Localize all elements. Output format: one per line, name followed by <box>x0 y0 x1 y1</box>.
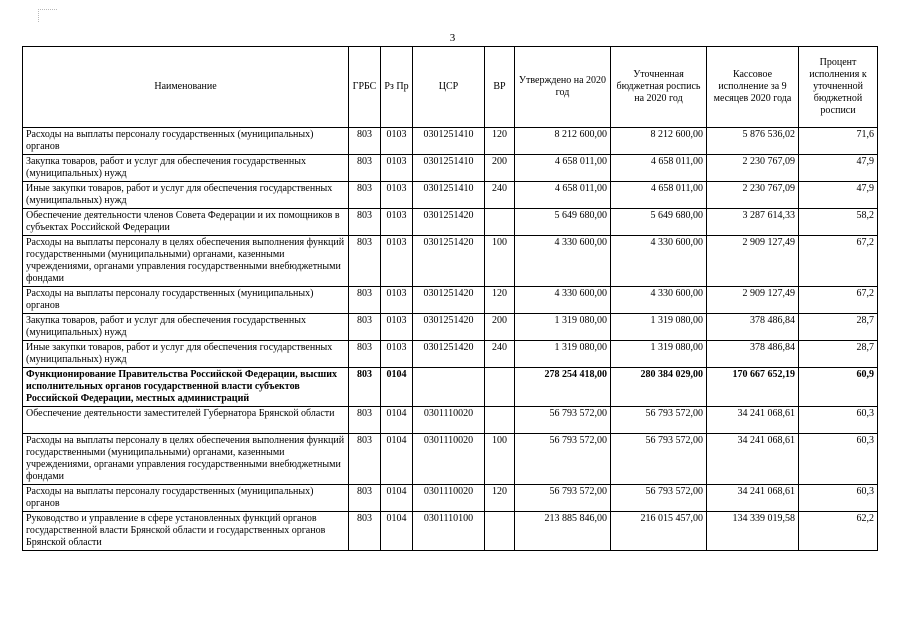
cell-grbs: 803 <box>349 368 381 407</box>
cell-cash: 3 287 614,33 <box>707 209 799 236</box>
cell-cash: 134 339 019,58 <box>707 512 799 551</box>
cell-revised: 56 793 572,00 <box>611 407 707 434</box>
cell-approved: 5 649 680,00 <box>515 209 611 236</box>
scan-corner-mark <box>38 9 57 22</box>
cell-rzpr: 0104 <box>381 407 413 434</box>
table-row <box>23 209 878 236</box>
cell-revised: 280 384 029,00 <box>611 368 707 407</box>
cell-csr: 0301110020 <box>413 434 485 485</box>
cell-approved: 278 254 418,00 <box>515 368 611 407</box>
cell-grbs: 803 <box>349 341 381 368</box>
cell-vr: 100 <box>485 434 515 485</box>
cell-cash: 5 876 536,02 <box>707 128 799 155</box>
cell-vr <box>485 368 515 407</box>
cell-rzpr: 0103 <box>381 341 413 368</box>
cell-percent: 62,2 <box>799 512 878 551</box>
column-header-rzpr: Рз Пр <box>381 47 413 128</box>
budget-table <box>22 46 878 551</box>
cell-rzpr: 0103 <box>381 236 413 287</box>
column-header-name: Наименование <box>23 47 349 128</box>
cell-revised: 1 319 080,00 <box>611 341 707 368</box>
table-row <box>23 485 878 512</box>
cell-rzpr: 0103 <box>381 128 413 155</box>
cell-rzpr: 0103 <box>381 182 413 209</box>
cell-approved: 213 885 846,00 <box>515 512 611 551</box>
table-row <box>23 236 878 287</box>
cell-csr: 0301110020 <box>413 485 485 512</box>
cell-percent: 47,9 <box>799 182 878 209</box>
cell-cash: 34 241 068,61 <box>707 434 799 485</box>
cell-percent: 28,7 <box>799 341 878 368</box>
cell-rzpr: 0103 <box>381 155 413 182</box>
cell-revised: 4 658 011,00 <box>611 182 707 209</box>
cell-cash: 2 909 127,49 <box>707 236 799 287</box>
cell-revised: 5 649 680,00 <box>611 209 707 236</box>
cell-approved: 1 319 080,00 <box>515 314 611 341</box>
cell-vr: 100 <box>485 236 515 287</box>
cell-name: Расходы на выплаты персоналу государственных (муниципальных) органов <box>23 287 349 314</box>
cell-cash: 2 230 767,09 <box>707 182 799 209</box>
cell-name: Закупка товаров, работ и услуг для обеспечения государственных (муниципальных) нужд <box>23 155 349 182</box>
cell-vr <box>485 407 515 434</box>
column-header-percent: Процент исполнения к уточненной бюджетной росписи <box>799 47 878 128</box>
cell-percent: 67,2 <box>799 236 878 287</box>
cell-csr: 0301110020 <box>413 407 485 434</box>
table-row <box>23 155 878 182</box>
cell-name: Расходы на выплаты персоналу государственных (муниципальных) органов <box>23 128 349 155</box>
cell-approved: 4 330 600,00 <box>515 287 611 314</box>
cell-percent: 28,7 <box>799 314 878 341</box>
cell-name: Расходы на выплаты персоналу в целях обеспечения выполнения функций государственными (муниципальными) органами, казенными учреждениями, органами управления государственными внебюджетными фондами <box>23 236 349 287</box>
table-row <box>23 407 878 434</box>
cell-cash: 2 230 767,09 <box>707 155 799 182</box>
cell-rzpr: 0103 <box>381 209 413 236</box>
table-row <box>23 434 878 485</box>
cell-revised: 216 015 457,00 <box>611 512 707 551</box>
column-header-csr: ЦСР <box>413 47 485 128</box>
cell-approved: 4 330 600,00 <box>515 236 611 287</box>
cell-rzpr: 0104 <box>381 512 413 551</box>
cell-csr: 0301110100 <box>413 512 485 551</box>
cell-grbs: 803 <box>349 287 381 314</box>
table-row <box>23 341 878 368</box>
cell-name: Обеспечение деятельности членов Совета Федерации и их помощников в субъектах Российской Федерации <box>23 209 349 236</box>
cell-cash: 34 241 068,61 <box>707 485 799 512</box>
cell-csr: 0301251420 <box>413 287 485 314</box>
cell-grbs: 803 <box>349 155 381 182</box>
cell-vr: 120 <box>485 128 515 155</box>
cell-name: Расходы на выплаты персоналу государственных (муниципальных) органов <box>23 485 349 512</box>
cell-percent: 71,6 <box>799 128 878 155</box>
cell-csr: 0301251410 <box>413 155 485 182</box>
column-header-approved: Утверждено на 2020 год <box>515 47 611 128</box>
table-row <box>23 314 878 341</box>
cell-cash: 378 486,84 <box>707 314 799 341</box>
cell-grbs: 803 <box>349 182 381 209</box>
cell-grbs: 803 <box>349 407 381 434</box>
cell-percent: 60,9 <box>799 368 878 407</box>
cell-rzpr: 0104 <box>381 368 413 407</box>
cell-percent: 58,2 <box>799 209 878 236</box>
cell-grbs: 803 <box>349 236 381 287</box>
cell-name: Расходы на выплаты персоналу в целях обеспечения выполнения функций государственными (муниципальными) органами, казенными учреждениями, органами управления государственными внебюджетными фондами <box>23 434 349 485</box>
cell-approved: 56 793 572,00 <box>515 407 611 434</box>
cell-vr: 200 <box>485 314 515 341</box>
cell-csr: 0301251410 <box>413 182 485 209</box>
cell-percent: 67,2 <box>799 287 878 314</box>
page-number: 3 <box>449 32 456 44</box>
column-header-revised: Уточненная бюджетная роспись на 2020 год <box>611 47 707 128</box>
cell-name: Обеспечение деятельности заместителей Губернатора Брянской области <box>23 407 349 434</box>
cell-vr: 120 <box>485 287 515 314</box>
cell-cash: 170 667 652,19 <box>707 368 799 407</box>
cell-grbs: 803 <box>349 314 381 341</box>
cell-cash: 378 486,84 <box>707 341 799 368</box>
table-row <box>23 512 878 551</box>
cell-csr: 0301251420 <box>413 236 485 287</box>
cell-revised: 4 330 600,00 <box>611 287 707 314</box>
cell-grbs: 803 <box>349 485 381 512</box>
cell-approved: 4 658 011,00 <box>515 155 611 182</box>
cell-cash: 34 241 068,61 <box>707 407 799 434</box>
cell-name: Руководство и управление в сфере установленных функций органов государственной власти Брянской области и государственных органов Брянской области <box>23 512 349 551</box>
cell-percent: 60,3 <box>799 407 878 434</box>
cell-approved: 56 793 572,00 <box>515 434 611 485</box>
column-header-cash: Кассовое исполнение за 9 месяцев 2020 года <box>707 47 799 128</box>
cell-percent: 47,9 <box>799 155 878 182</box>
cell-grbs: 803 <box>349 128 381 155</box>
cell-vr <box>485 209 515 236</box>
cell-vr: 240 <box>485 182 515 209</box>
cell-rzpr: 0104 <box>381 485 413 512</box>
column-header-grbs: ГРБС <box>349 47 381 128</box>
cell-vr: 240 <box>485 341 515 368</box>
cell-vr: 200 <box>485 155 515 182</box>
table-row <box>23 128 878 155</box>
cell-percent: 60,3 <box>799 434 878 485</box>
cell-name: Функционирование Правительства Российской Федерации, высших исполнительных органов государственной власти субъектов Российской Федерации, местных администраций <box>23 368 349 407</box>
cell-approved: 8 212 600,00 <box>515 128 611 155</box>
cell-name: Иные закупки товаров, работ и услуг для обеспечения государственных (муниципальных) нужд <box>23 182 349 209</box>
cell-csr: 0301251420 <box>413 314 485 341</box>
cell-vr: 120 <box>485 485 515 512</box>
table-row <box>23 182 878 209</box>
cell-rzpr: 0103 <box>381 287 413 314</box>
cell-rzpr: 0104 <box>381 434 413 485</box>
column-header-vr: ВР <box>485 47 515 128</box>
cell-approved: 56 793 572,00 <box>515 485 611 512</box>
cell-revised: 4 330 600,00 <box>611 236 707 287</box>
cell-revised: 56 793 572,00 <box>611 485 707 512</box>
cell-vr <box>485 512 515 551</box>
cell-grbs: 803 <box>349 209 381 236</box>
cell-name: Закупка товаров, работ и услуг для обеспечения государственных (муниципальных) нужд <box>23 314 349 341</box>
cell-revised: 4 658 011,00 <box>611 155 707 182</box>
cell-csr: 0301251410 <box>413 128 485 155</box>
table-row <box>23 368 878 407</box>
cell-approved: 4 658 011,00 <box>515 182 611 209</box>
cell-csr: 0301251420 <box>413 341 485 368</box>
cell-cash: 2 909 127,49 <box>707 287 799 314</box>
cell-grbs: 803 <box>349 434 381 485</box>
cell-name: Иные закупки товаров, работ и услуг для обеспечения государственных (муниципальных) нужд <box>23 341 349 368</box>
cell-csr <box>413 368 485 407</box>
cell-approved: 1 319 080,00 <box>515 341 611 368</box>
cell-grbs: 803 <box>349 512 381 551</box>
cell-revised: 8 212 600,00 <box>611 128 707 155</box>
cell-percent: 60,3 <box>799 485 878 512</box>
cell-csr: 0301251420 <box>413 209 485 236</box>
cell-revised: 56 793 572,00 <box>611 434 707 485</box>
table-header-row <box>23 47 878 128</box>
table-row <box>23 287 878 314</box>
cell-rzpr: 0103 <box>381 314 413 341</box>
cell-revised: 1 319 080,00 <box>611 314 707 341</box>
